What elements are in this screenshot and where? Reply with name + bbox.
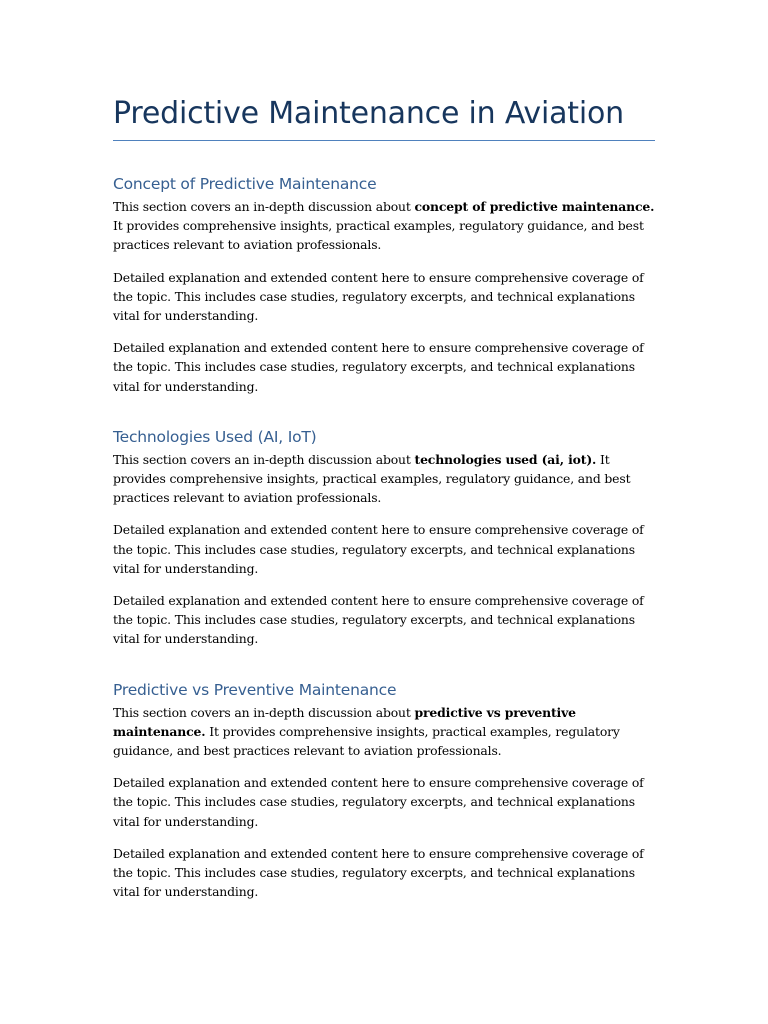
section-intro-paragraph: [113, 703, 655, 761]
detail-paragraph: Detailed explanation and extended content here to ensure comprehensive coverage of the topic. This includes case studies, regulatory excerpts, and technical explanations vital for understanding.: [113, 593, 644, 647]
detail-paragraph: Detailed explanation and extended content here to ensure comprehensive coverage of the topic. This includes case studies, regulatory excerpts, and technical explanations vital for understanding.: [113, 775, 644, 829]
detail-paragraph: Detailed explanation and extended content here to ensure comprehensive coverage of the topic. This includes case studies, regulatory excerpts, and technical explanations vital for understanding.: [113, 845, 644, 900]
section-concept-of-predictive-maintenance: [113, 173, 655, 396]
intro-text-after: It provides comprehensive insights, practical examples, regulatory guidance, and best practices relevant to aviation professionals.: [113, 723, 620, 759]
intro-text-after: It provides comprehensive insights, practical examples, regulatory guidance, and best practices relevant to aviation professionals.: [113, 218, 644, 253]
detail-paragraph: Detailed explanation and extended content here to ensure comprehensive coverage of the topic. This includes case studies, regulatory excerpts, and technical explanations vital for understanding.: [113, 522, 644, 576]
title-underline-rule: [113, 140, 655, 141]
section-heading: Predictive vs Preventive Maintenance: [113, 680, 397, 699]
intro-text-after: It provides comprehensive insights, practical examples, regulatory guidance, and best practices relevant to aviation professionals.: [113, 451, 631, 506]
section-heading: Concept of Predictive Maintenance: [113, 175, 377, 193]
detail-paragraph: Detailed explanation and extended content here to ensure comprehensive coverage of the topic. This includes case studies, regulatory excerpts, and technical explanations vital for understanding.: [113, 340, 644, 394]
intro-bold-topic: technologies used (ai, iot).: [414, 451, 597, 467]
section-heading: Technologies Used (AI, IoT): [113, 427, 317, 446]
detail-paragraph: Detailed explanation and extended content here to ensure comprehensive coverage of the topic. This includes case studies, regulatory excerpts, and technical explanations vital for understanding.: [113, 269, 644, 324]
intro-text-before: This section covers an in-depth discussion about: [113, 451, 415, 467]
intro-text-before: This section covers an in-depth discussion about: [113, 704, 415, 720]
document-title: Predictive Maintenance in Aviation: [113, 96, 624, 131]
section-intro-paragraph: [113, 197, 655, 255]
intro-bold-topic: predictive vs preventive maintenance.: [113, 704, 576, 739]
document-page: [113, 94, 655, 931]
section-predictive-vs-preventive: [113, 679, 655, 902]
intro-text-before: This section covers an in-depth discussion about: [113, 199, 415, 214]
intro-bold-topic: concept of predictive maintenance.: [414, 199, 655, 214]
section-intro-paragraph: [113, 450, 655, 508]
section-technologies-used: [113, 426, 655, 649]
